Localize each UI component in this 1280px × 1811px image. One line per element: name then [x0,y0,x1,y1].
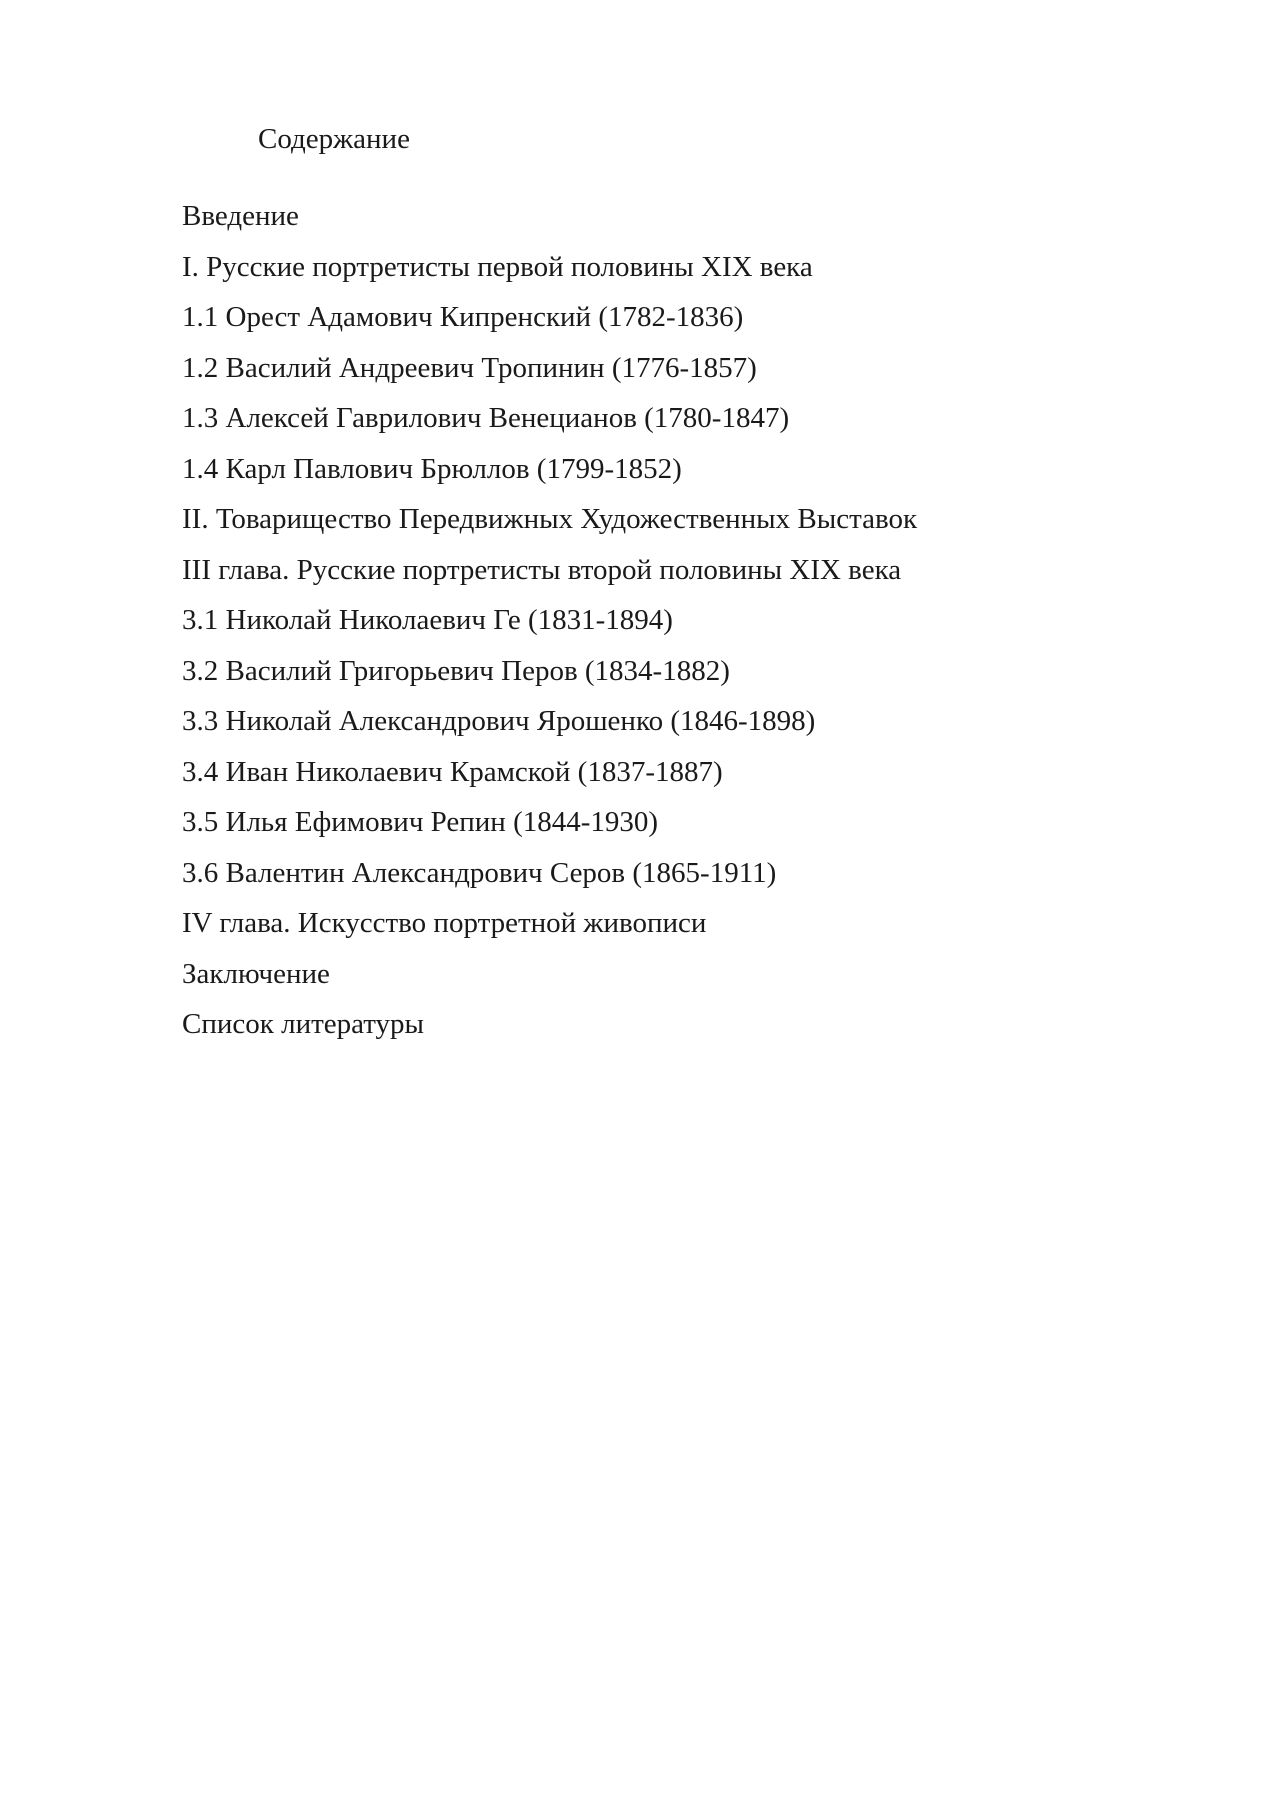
toc-entry-1-2: 1.2 Василий Андреевич Тропинин (1776-1857) [182,351,757,384]
page-title: Содержание [258,123,410,155]
toc-entry-conclusion: Заключение [182,957,330,990]
toc-entry-bibliography: Список литературы [182,1008,425,1040]
toc-entry-3-6: 3.6 Валентин Александрович Серов (1865-1911) [182,856,777,889]
toc-entry-3-1: 3.1 Николай Николаевич Ге (1831-1894) [182,604,673,636]
toc-entry-chapter-4: IV глава. Искусство портретной живописи [182,907,707,939]
toc-entry-introduction: Введение [182,200,299,232]
table-of-contents [182,196,917,1055]
toc-entry-3-2: 3.2 Василий Григорьевич Перов (1834-1882) [182,654,730,687]
toc-entry-3-3: 3.3 Николай Александрович Ярошенко (1846-1898) [182,705,816,737]
toc-entry-3-5: 3.5 Илья Ефимович Репин (1844-1930) [182,806,659,838]
toc-entry-3-4: 3.4 Иван Николаевич Крамской (1837-1887) [182,755,723,788]
toc-entry-1-3: 1.3 Алексей Гаврилович Венецианов (1780-1847) [182,402,790,434]
toc-entry-chapter-2: II. Товарищество Передвижных Художественных Выставок [182,503,918,535]
toc-entry-1-1: 1.1 Орест Адамович Кипренский (1782-1836) [182,301,744,333]
toc-entry-chapter-1: I. Русские портретисты первой половины XIX века [182,250,813,283]
toc-entry-chapter-3: III глава. Русские портретисты второй половины XIX века [182,553,902,586]
toc-entry-1-4: 1.4 Карл Павлович Брюллов (1799-1852) [182,452,682,485]
